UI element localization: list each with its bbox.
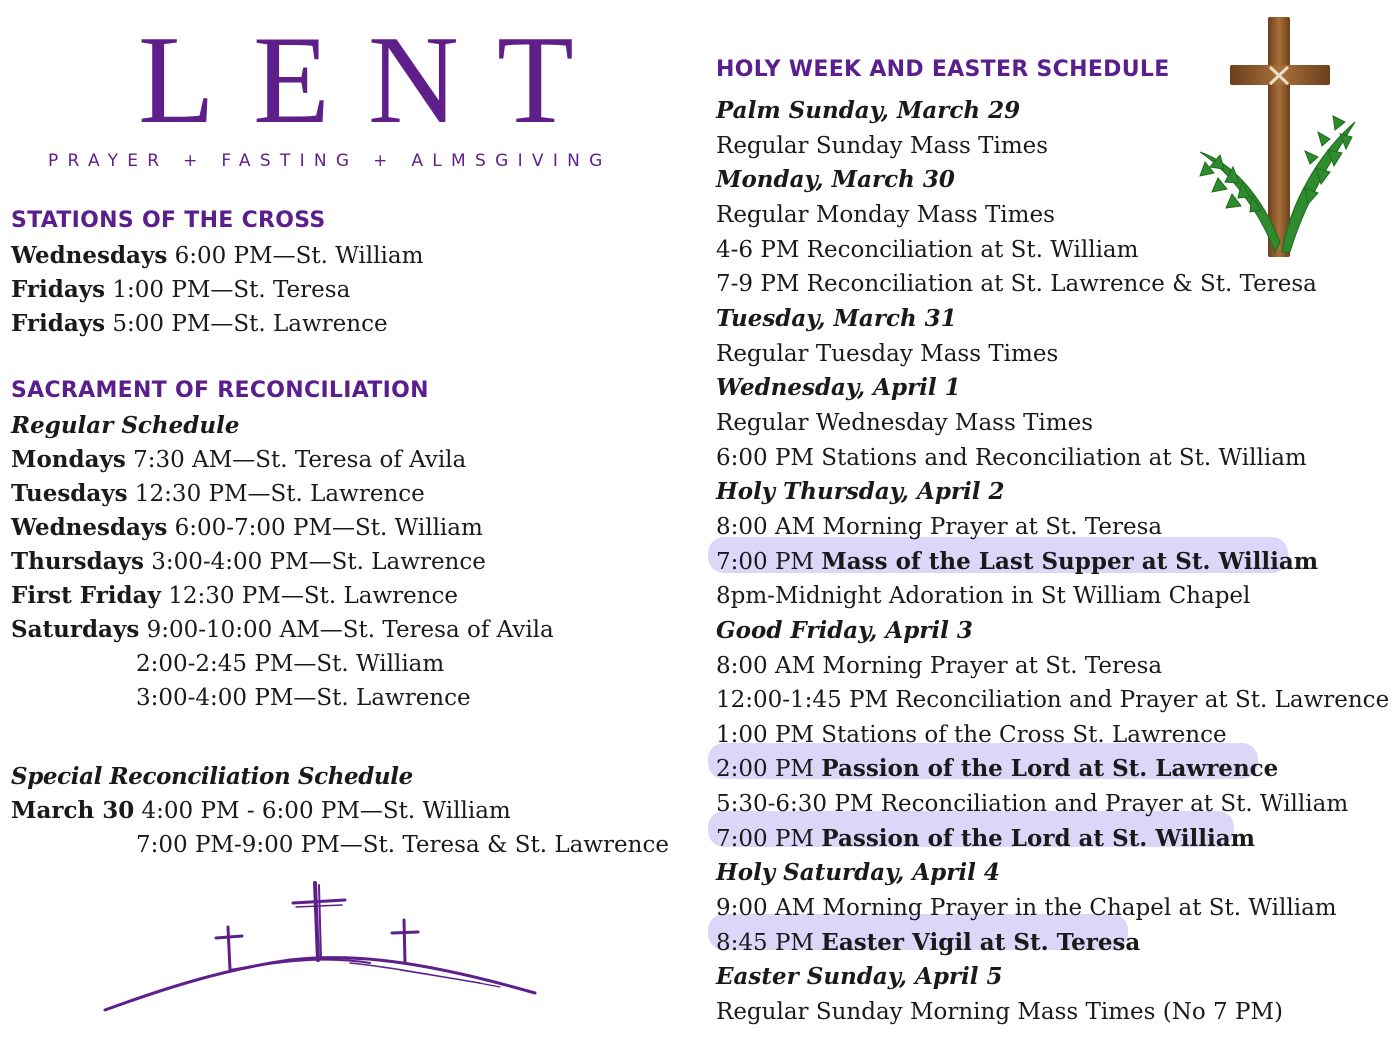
holy-week-item: 8pm-Midnight Adoration in St William Chapel [716, 583, 1251, 610]
holy-week-day: Holy Saturday, April 4 [716, 859, 1000, 887]
holy-week-item: 6:00 PM Stations and Reconciliation at St. William [716, 444, 1307, 471]
holy-week-day: Palm Sunday, March 29 [716, 97, 1021, 124]
holy-week-item: Regular Wednesday Mass Times [716, 409, 1094, 436]
page-subtitle: PRAYER + FASTING + ALMSGIVING [48, 151, 612, 171]
stations-row: Fridays 5:00 PM—St. Lawrence [11, 310, 388, 337]
holy-week-item: Regular Tuesday Mass Times [716, 340, 1059, 367]
reconciliation-row: Saturdays 9:00-10:00 AM—St. Teresa of Avila [11, 616, 554, 643]
holy-week-item: Regular Sunday Morning Mass Times (No 7 PM) [716, 999, 1283, 1026]
special-schedule-label: Special Reconciliation Schedule [11, 763, 413, 790]
holy-week-item: 7-9 PM Reconciliation at St. Lawrence & St. Teresa [716, 271, 1317, 298]
holy-week-day: Tuesday, March 31 [716, 304, 957, 332]
stations-section [11, 208, 423, 341]
reconciliation-row: Thursdays 3:00-4:00 PM—St. Lawrence [11, 548, 486, 575]
holy-week-item-highlighted: 7:00 PM Mass of the Last Supper at St. William [716, 547, 1319, 575]
holy-week-item-highlighted: 8:45 PM Easter Vigil at St. Teresa [716, 928, 1141, 956]
special-row: March 30 4:00 PM - 6:00 PM—St. William [11, 797, 511, 824]
holy-week-item: 12:00-1:45 PM Reconciliation and Prayer at St. Lawrence [716, 687, 1390, 714]
holy-week-day: Holy Thursday, April 2 [716, 478, 1005, 506]
reconciliation-row-extra: 3:00-4:00 PM—St. Lawrence [136, 685, 471, 711]
holy-week-item: 9:00 AM Morning Prayer in the Chapel at St. William [716, 895, 1337, 922]
page-title: LENT [138, 11, 612, 150]
holy-week-item: 4-6 PM Reconciliation at St. William [716, 236, 1139, 263]
holy-week-item: Regular Sunday Mass Times [716, 132, 1049, 159]
reconciliation-row: Mondays 7:30 AM—St. Teresa of Avila [11, 446, 467, 473]
reconciliation-section [11, 378, 554, 715]
holy-week-day: Monday, March 30 [716, 166, 955, 194]
holy-week-item: 8:00 AM Morning Prayer at St. Teresa [716, 513, 1163, 540]
reconciliation-row: Tuesdays 12:30 PM—St. Lawrence [11, 480, 425, 507]
holy-week-day: Wednesday, April 1 [716, 374, 961, 402]
holy-week-item: Regular Monday Mass Times [716, 201, 1055, 228]
holy-week-item: 1:00 PM Stations of the Cross St. Lawrence [716, 721, 1227, 748]
reconciliation-heading: SACRAMENT OF RECONCILIATION [11, 378, 429, 403]
holy-week-day: Easter Sunday, April 5 [716, 963, 1003, 991]
reconciliation-row: First Friday 12:30 PM—St. Lawrence [11, 582, 459, 609]
stations-heading: STATIONS OF THE CROSS [11, 208, 326, 233]
stations-row: Fridays 1:00 PM—St. Teresa [11, 276, 351, 303]
holy-week-item-highlighted: 7:00 PM Passion of the Lord at St. William [716, 824, 1255, 852]
stations-row: Wednesdays 6:00 PM—St. William [11, 242, 424, 269]
calvary-crosses-icon [100, 875, 540, 1015]
holy-week-heading: HOLY WEEK AND EASTER SCHEDULE [716, 57, 1170, 82]
holy-week-item-highlighted: 2:00 PM Passion of the Lord at St. Lawrence [716, 755, 1279, 783]
holy-week-item: 8:00 AM Morning Prayer at St. Teresa [716, 652, 1163, 679]
reconciliation-row: Wednesdays 6:00-7:00 PM—St. William [11, 514, 483, 541]
reconciliation-row-extra: 2:00-2:45 PM—St. William [136, 651, 445, 677]
special-reconciliation-section [11, 760, 669, 862]
holy-week-list [716, 94, 1389, 1030]
special-row-extra: 7:00 PM-9:00 PM—St. Teresa & St. Lawrence [136, 832, 669, 858]
holy-week-item: 5:30-6:30 PM Reconciliation and Prayer at St. William [716, 791, 1349, 818]
regular-schedule-label: Regular Schedule [11, 412, 240, 439]
holy-week-day: Good Friday, April 3 [716, 616, 973, 644]
